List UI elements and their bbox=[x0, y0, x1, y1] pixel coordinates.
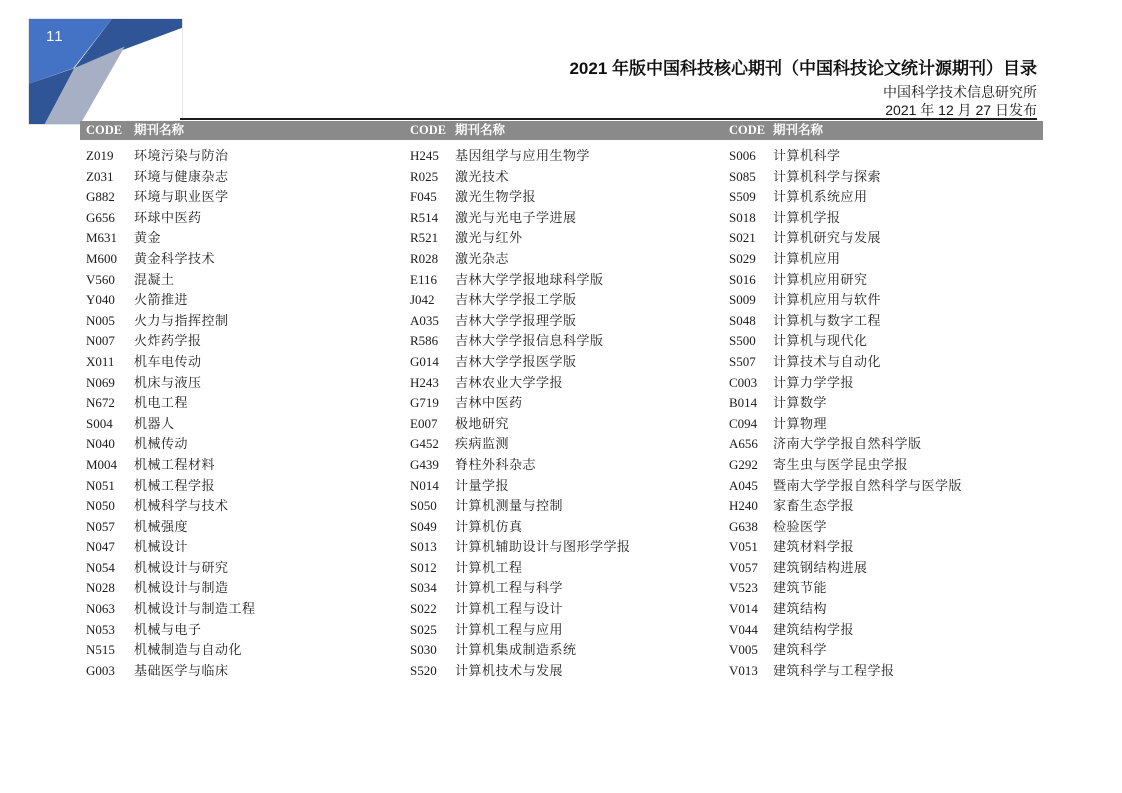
journal-code: S030 bbox=[410, 642, 437, 658]
journal-name: 激光技术 bbox=[455, 168, 510, 184]
journal-name: 计算技术与自动化 bbox=[773, 353, 882, 369]
table-row bbox=[410, 352, 725, 373]
journal-name: 计算机科学 bbox=[773, 148, 841, 163]
journal-code: E116 bbox=[410, 271, 437, 287]
journal-name: 机电工程 bbox=[134, 395, 189, 411]
table-row bbox=[86, 352, 401, 373]
journal-code: R514 bbox=[410, 209, 439, 225]
journal-name: 机械科学与技术 bbox=[134, 498, 229, 514]
column-header-code: CODE bbox=[729, 123, 766, 137]
table-row bbox=[410, 249, 725, 270]
table-row bbox=[410, 228, 725, 249]
table-row bbox=[410, 476, 725, 497]
table-row bbox=[86, 414, 401, 435]
journal-code: G439 bbox=[410, 456, 439, 472]
journal-name: 计算物理 bbox=[773, 415, 828, 431]
journal-name: 计算机工程 bbox=[455, 559, 523, 575]
journal-code: R586 bbox=[410, 333, 439, 349]
table-row bbox=[86, 311, 401, 332]
journal-code: N051 bbox=[86, 477, 115, 493]
table-row bbox=[86, 578, 401, 599]
table-row bbox=[729, 146, 1044, 167]
journal-name: 机械设计与研究 bbox=[134, 559, 229, 575]
journal-code: G638 bbox=[729, 518, 758, 534]
journal-code: Z031 bbox=[86, 168, 114, 184]
table-row bbox=[729, 496, 1044, 517]
journal-name: 建筑科学与工程学报 bbox=[773, 662, 895, 678]
journal-name: 基础医学与临床 bbox=[134, 662, 229, 678]
table-row bbox=[729, 249, 1044, 270]
table-row bbox=[410, 331, 725, 352]
table-row bbox=[410, 187, 725, 208]
table-row bbox=[86, 208, 401, 229]
journal-name: 济南大学学报自然科学版 bbox=[773, 436, 922, 452]
table-row bbox=[410, 640, 725, 661]
table-row bbox=[729, 537, 1044, 558]
table-row bbox=[729, 599, 1044, 620]
page-number: 11 bbox=[46, 28, 64, 45]
table-row bbox=[86, 146, 401, 167]
journal-name: 激光生物学报 bbox=[455, 189, 537, 205]
table-row bbox=[410, 517, 725, 538]
journal-code: V523 bbox=[729, 580, 758, 596]
table-row bbox=[86, 434, 401, 455]
table-row bbox=[410, 434, 725, 455]
journal-name: 机械与电子 bbox=[134, 621, 202, 637]
journal-code: H245 bbox=[410, 148, 439, 163]
table-row bbox=[86, 270, 401, 291]
journal-code: R028 bbox=[410, 250, 439, 266]
table-row bbox=[729, 517, 1044, 538]
journal-code: V051 bbox=[729, 539, 758, 555]
table-row bbox=[410, 393, 725, 414]
table-row bbox=[410, 455, 725, 476]
column-header-journal-name: 期刊名称 bbox=[134, 123, 185, 137]
journal-name: 计算机技术与发展 bbox=[455, 662, 564, 678]
journal-name: 计量学报 bbox=[455, 477, 510, 493]
journal-name: 建筑节能 bbox=[773, 580, 828, 596]
journal-code: N005 bbox=[86, 312, 115, 328]
journal-name: 计算机工程与科学 bbox=[455, 580, 564, 596]
journal-name: 暨南大学学报自然科学与医学版 bbox=[773, 477, 963, 493]
table-row bbox=[410, 558, 725, 579]
journal-code: N063 bbox=[86, 601, 115, 617]
journal-name: 环球中医药 bbox=[134, 209, 202, 225]
journal-code: S022 bbox=[410, 601, 437, 617]
table-row bbox=[410, 290, 725, 311]
journal-code: N515 bbox=[86, 642, 115, 658]
journal-code: A035 bbox=[410, 312, 439, 328]
journal-code: N057 bbox=[86, 518, 115, 534]
journal-code: Y040 bbox=[86, 292, 115, 308]
table-row bbox=[410, 661, 725, 682]
journal-code: S025 bbox=[410, 621, 437, 637]
journal-code: S034 bbox=[410, 580, 437, 596]
table-row bbox=[86, 476, 401, 497]
journal-code: N028 bbox=[86, 580, 115, 596]
journal-code: S016 bbox=[729, 271, 756, 287]
table-row bbox=[410, 208, 725, 229]
table-row bbox=[729, 270, 1044, 291]
journal-code: G292 bbox=[729, 456, 758, 472]
table-row bbox=[86, 599, 401, 620]
journal-code: X011 bbox=[86, 353, 115, 369]
journal-name: 吉林大学学报工学版 bbox=[455, 292, 577, 308]
table-row bbox=[86, 455, 401, 476]
publish-date: 2021 年 12 月 27 日发布 bbox=[885, 102, 1037, 118]
journal-code: G452 bbox=[410, 436, 439, 452]
table-row bbox=[86, 290, 401, 311]
journal-code: G719 bbox=[410, 395, 439, 411]
journal-code: N053 bbox=[86, 621, 115, 637]
journal-code: N069 bbox=[86, 374, 115, 390]
journal-code: B014 bbox=[729, 395, 758, 411]
table-row bbox=[86, 537, 401, 558]
journal-name: 机械设计与制造工程 bbox=[134, 601, 256, 617]
table-row bbox=[86, 661, 401, 682]
journal-name: 建筑科学 bbox=[773, 642, 828, 658]
journal-name: 环境与职业医学 bbox=[134, 189, 229, 205]
table-row bbox=[410, 599, 725, 620]
journal-code: M004 bbox=[86, 456, 118, 472]
journal-name: 计算机研究与发展 bbox=[773, 230, 882, 246]
journal-name: 建筑结构 bbox=[773, 601, 828, 617]
table-row bbox=[729, 393, 1044, 414]
journal-code: V044 bbox=[729, 621, 758, 637]
journal-name: 极地研究 bbox=[455, 415, 510, 431]
journal-name: 黄金 bbox=[134, 230, 162, 246]
journal-name: 计算机与现代化 bbox=[773, 333, 868, 349]
journal-name: 机械制造与自动化 bbox=[134, 642, 243, 658]
table-row bbox=[729, 311, 1044, 332]
table-row bbox=[410, 146, 725, 167]
journal-name: 计算机测量与控制 bbox=[455, 498, 564, 514]
column-header-code: CODE bbox=[86, 123, 123, 137]
journal-name: 机械工程材料 bbox=[134, 456, 216, 472]
journal-name: 检验医学 bbox=[773, 518, 828, 534]
table-row bbox=[410, 578, 725, 599]
journal-name: 家畜生态学报 bbox=[773, 498, 855, 514]
table-row bbox=[729, 167, 1044, 188]
journal-code: V560 bbox=[86, 271, 115, 287]
page-title: 2021 年版中国科技核心期刊（中国科技论文统计源期刊）目录 bbox=[569, 59, 1037, 78]
journal-name: 混凝土 bbox=[134, 271, 175, 287]
journal-name: 疾病监测 bbox=[455, 436, 510, 452]
journal-code: S500 bbox=[729, 333, 756, 349]
journal-name: 激光与红外 bbox=[455, 230, 523, 246]
table-row bbox=[410, 311, 725, 332]
journal-code: S009 bbox=[729, 292, 756, 308]
journal-name: 环境污染与防治 bbox=[134, 148, 229, 163]
journal-name: 吉林大学学报地球科学版 bbox=[455, 271, 604, 287]
journal-name: 计算力学学报 bbox=[773, 374, 855, 390]
journal-name: 火箭推进 bbox=[134, 292, 189, 308]
journal-code: N014 bbox=[410, 477, 439, 493]
journal-name: 黄金科学技术 bbox=[134, 250, 216, 266]
journal-list-column-2 bbox=[410, 146, 725, 681]
table-row bbox=[729, 661, 1044, 682]
journal-code: F045 bbox=[410, 189, 437, 205]
table-row bbox=[729, 228, 1044, 249]
table-row bbox=[729, 373, 1044, 394]
table-row bbox=[410, 373, 725, 394]
table-row bbox=[729, 414, 1044, 435]
journal-code: M631 bbox=[86, 230, 118, 246]
table-row bbox=[729, 434, 1044, 455]
journal-name: 计算机工程与应用 bbox=[455, 621, 564, 637]
table-row bbox=[729, 558, 1044, 579]
journal-code: S048 bbox=[729, 312, 756, 328]
journal-code: H240 bbox=[729, 498, 758, 514]
journal-code: S013 bbox=[410, 539, 437, 555]
journal-name: 计算机工程与设计 bbox=[455, 601, 564, 617]
table-row bbox=[86, 331, 401, 352]
journal-name: 环境与健康杂志 bbox=[134, 168, 229, 184]
journal-code: S004 bbox=[86, 415, 113, 431]
table-header-bar bbox=[80, 121, 1043, 140]
journal-code: N672 bbox=[86, 395, 115, 411]
journal-code: A045 bbox=[729, 477, 758, 493]
journal-code: J042 bbox=[410, 292, 435, 308]
journal-name: 机车电传动 bbox=[134, 353, 202, 369]
journal-code: A656 bbox=[729, 436, 758, 452]
table-row bbox=[729, 290, 1044, 311]
journal-name: 机器人 bbox=[134, 415, 175, 431]
journal-name: 基因组学与应用生物学 bbox=[455, 148, 591, 163]
journal-name: 建筑钢结构进展 bbox=[773, 559, 868, 575]
table-row bbox=[729, 578, 1044, 599]
table-row bbox=[729, 187, 1044, 208]
journal-code: S050 bbox=[410, 498, 437, 514]
journal-code: H243 bbox=[410, 374, 439, 390]
journal-code: M600 bbox=[86, 250, 118, 266]
journal-name: 吉林大学学报理学版 bbox=[455, 312, 577, 328]
table-row bbox=[729, 476, 1044, 497]
journal-code: E007 bbox=[410, 415, 438, 431]
journal-name: 吉林大学学报信息科学版 bbox=[455, 333, 604, 349]
table-row bbox=[410, 270, 725, 291]
journal-name: 激光杂志 bbox=[455, 250, 510, 266]
table-row bbox=[86, 640, 401, 661]
journal-code: N047 bbox=[86, 539, 115, 555]
journal-code: N040 bbox=[86, 436, 115, 452]
journal-code: S006 bbox=[729, 148, 756, 163]
table-row bbox=[729, 640, 1044, 661]
journal-code: V005 bbox=[729, 642, 758, 658]
journal-name: 计算机与数字工程 bbox=[773, 312, 882, 328]
table-row bbox=[729, 352, 1044, 373]
journal-name: 火炸药学报 bbox=[134, 333, 202, 349]
table-row bbox=[410, 620, 725, 641]
column-header-journal-name: 期刊名称 bbox=[455, 123, 506, 137]
journal-name: 机械设计与制造 bbox=[134, 580, 229, 596]
table-row bbox=[86, 187, 401, 208]
journal-name: 吉林大学学报医学版 bbox=[455, 353, 577, 369]
journal-code: G003 bbox=[86, 662, 115, 678]
table-row bbox=[86, 558, 401, 579]
table-row bbox=[729, 455, 1044, 476]
journal-code: N007 bbox=[86, 333, 115, 349]
journal-code: S085 bbox=[729, 168, 756, 184]
publisher-organization: 中国科学技术信息研究所 bbox=[883, 84, 1037, 100]
journal-name: 计算机辅助设计与图形学学报 bbox=[455, 539, 631, 555]
table-row bbox=[410, 414, 725, 435]
journal-name: 机械工程学报 bbox=[134, 477, 216, 493]
journal-code: Z019 bbox=[86, 148, 114, 163]
journal-name: 计算机学报 bbox=[773, 209, 841, 225]
table-row bbox=[86, 393, 401, 414]
journal-code: C094 bbox=[729, 415, 758, 431]
journal-name: 火力与指挥控制 bbox=[134, 312, 229, 328]
journal-code: S018 bbox=[729, 209, 756, 225]
journal-code: V057 bbox=[729, 559, 758, 575]
column-header-journal-name: 期刊名称 bbox=[773, 123, 824, 137]
journal-name: 机械强度 bbox=[134, 518, 189, 534]
journal-name: 建筑结构学报 bbox=[773, 621, 855, 637]
journal-name: 脊柱外科杂志 bbox=[455, 456, 537, 472]
journal-name: 计算数学 bbox=[773, 395, 828, 411]
journal-code: S520 bbox=[410, 662, 437, 678]
table-row bbox=[86, 228, 401, 249]
journal-code: C003 bbox=[729, 374, 758, 390]
page-number-graphic bbox=[28, 18, 183, 125]
journal-name: 计算机科学与探索 bbox=[773, 168, 882, 184]
journal-name: 寄生虫与医学昆虫学报 bbox=[773, 456, 909, 472]
journal-code: S029 bbox=[729, 250, 756, 266]
journal-code: N054 bbox=[86, 559, 115, 575]
header-rule bbox=[180, 118, 1037, 120]
journal-code: R521 bbox=[410, 230, 439, 246]
table-row bbox=[729, 208, 1044, 229]
journal-code: G656 bbox=[86, 209, 115, 225]
table-row bbox=[729, 331, 1044, 352]
table-row bbox=[86, 517, 401, 538]
journal-name: 机床与液压 bbox=[134, 374, 202, 390]
journal-name: 吉林中医药 bbox=[455, 395, 523, 411]
journal-name: 计算机应用研究 bbox=[773, 271, 868, 287]
journal-code: S509 bbox=[729, 189, 756, 205]
table-row bbox=[410, 167, 725, 188]
table-row bbox=[729, 620, 1044, 641]
journal-code: S507 bbox=[729, 353, 756, 369]
journal-name: 计算机系统应用 bbox=[773, 189, 868, 205]
journal-name: 机械传动 bbox=[134, 436, 189, 452]
journal-code: V013 bbox=[729, 662, 758, 678]
journal-list-column-3 bbox=[729, 146, 1044, 681]
journal-name: 计算机应用与软件 bbox=[773, 292, 882, 308]
journal-code: G882 bbox=[86, 189, 115, 205]
column-header-code: CODE bbox=[410, 123, 447, 137]
journal-code: G014 bbox=[410, 353, 439, 369]
journal-name: 激光与光电子学进展 bbox=[455, 209, 577, 225]
journal-name: 机械设计 bbox=[134, 539, 189, 555]
table-row bbox=[86, 249, 401, 270]
table-row bbox=[410, 537, 725, 558]
journal-name: 吉林农业大学学报 bbox=[455, 374, 564, 390]
table-row bbox=[86, 620, 401, 641]
table-row bbox=[86, 496, 401, 517]
table-row bbox=[86, 373, 401, 394]
journal-name: 建筑材料学报 bbox=[773, 539, 855, 555]
journal-name: 计算机集成制造系统 bbox=[455, 642, 577, 658]
journal-name: 计算机应用 bbox=[773, 250, 841, 266]
journal-list-column-1 bbox=[86, 146, 401, 681]
table-row bbox=[86, 167, 401, 188]
journal-code: S049 bbox=[410, 518, 437, 534]
journal-code: S021 bbox=[729, 230, 756, 246]
journal-code: N050 bbox=[86, 498, 115, 514]
journal-code: S012 bbox=[410, 559, 437, 575]
journal-code: R025 bbox=[410, 168, 439, 184]
journal-name: 计算机仿真 bbox=[455, 518, 523, 534]
journal-code: V014 bbox=[729, 601, 758, 617]
table-row bbox=[410, 496, 725, 517]
